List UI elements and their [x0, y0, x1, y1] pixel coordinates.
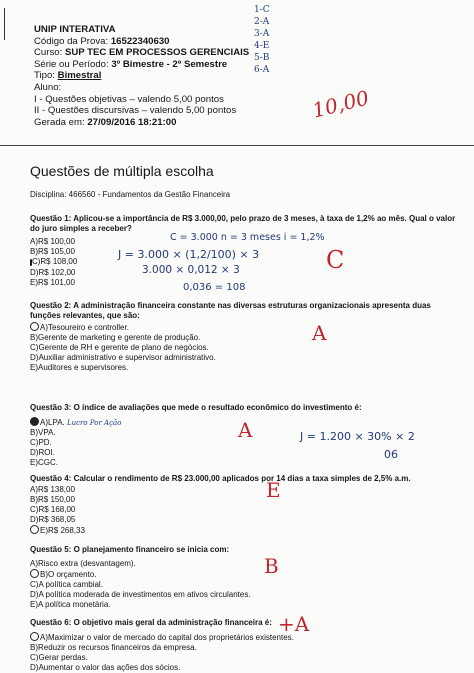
question-6-option-c[interactable]: C)Gerar perdas. — [30, 653, 88, 662]
selected-circle-icon — [30, 632, 39, 641]
question-6-option-a[interactable]: A)Maximizar o valor de mercado do capital dos proprietários existentes. — [30, 632, 462, 643]
q1-calc-line-3: 3.000 × 0,012 × 3 — [142, 264, 240, 276]
question-2 — [30, 301, 462, 373]
selected-circle-icon — [30, 569, 39, 578]
question-1-option-b[interactable]: B)R$ 105,00 — [30, 247, 75, 256]
exam-code: 16522340630 — [110, 35, 170, 47]
section-objective: I - Questões objetivas – valendo 5,00 pontos — [34, 93, 224, 105]
question-5-option-d[interactable]: D)A política moderada de investimentos em ativos circulantes. — [30, 590, 251, 599]
q1-calc-line-2: J = 3.000 × (1,2/100) × 3 — [118, 248, 260, 261]
header-divider — [0, 145, 474, 146]
question-1-option-e[interactable]: E)R$ 101,00 — [30, 278, 75, 287]
question-4 — [30, 474, 462, 536]
question-4-option-b[interactable]: B)R$ 150,00 — [30, 495, 75, 504]
question-4-option-c[interactable]: C)R$ 168,00 — [30, 505, 76, 514]
selected-circle-icon — [30, 417, 39, 426]
q3-handwritten-note: Lucro Por Ação — [66, 419, 122, 427]
question-3-option-a[interactable]: A)LPA. Lucro Por Ação — [30, 417, 462, 428]
question-3-option-d[interactable]: D)ROI. — [30, 448, 55, 457]
question-2-option-e[interactable]: E)Auditores e supervisores. — [30, 363, 129, 372]
margin-mark-6: 6-A — [254, 65, 270, 75]
question-2-option-c[interactable]: C)Gerente de RH e gerente de plano de negócios. — [30, 343, 209, 352]
q3-calc-line-2: 06 — [384, 448, 398, 461]
q4-handwritten-answer: E — [266, 478, 281, 502]
question-5-option-a[interactable]: A)Risco extra (desvantagem). — [30, 559, 136, 568]
q3-calc-line-1: J = 1.200 × 30% × 2 — [300, 430, 415, 443]
period-line: Série ou Período: 3º Bimestre - 2º Semestre — [34, 58, 228, 70]
question-6-title: Questão 6: O objetivo mais geral da administração financeira é: — [30, 618, 272, 627]
grade-mark: 10,00 — [309, 85, 372, 123]
margin-mark-2: 2-A — [254, 17, 270, 27]
question-4-title: Questão 4: Calcular o rendimento de R$ 23.000,00 aplicados por 14 dias a taxa simples de 2,5% a.m. — [30, 474, 411, 483]
question-1-option-c[interactable]: C)R$ 108,00 — [31, 257, 78, 266]
section-discursive: II - Questões discursivas – valendo 5,00 pontos — [34, 105, 237, 117]
q3-handwritten-answer: A — [238, 418, 253, 442]
period-value: 3º Bimestre - 2º Semestre — [111, 58, 228, 70]
discipline-line: Disciplina: 466560 - Fundamentos da Gestão Financeira — [30, 190, 231, 199]
course-line: Curso: SUP TEC EM PROCESSOS GERENCIAIS — [34, 47, 250, 59]
student-line: Aluno: — [34, 81, 62, 93]
generated-line: Gerada em: 27/09/2016 18:21:00 — [34, 116, 177, 128]
question-4-option-e[interactable]: E)R$ 268,33 — [30, 525, 462, 536]
q6-handwritten-answer: +A — [278, 612, 310, 636]
margin-answer-key — [254, 4, 284, 76]
course-name: SUP TEC EM PROCESSOS GERENCIAIS — [64, 47, 250, 59]
q5-handwritten-answer: B — [264, 554, 279, 578]
question-6-option-b[interactable]: B)Reduzir os recursos financeiros da empresa. — [30, 643, 197, 652]
q1-calc-line-4: 0,036 = 108 — [183, 282, 246, 293]
question-5-option-b[interactable]: B)O orçamento. — [30, 569, 462, 580]
margin-mark-1: 1-C — [254, 5, 270, 15]
selected-circle-icon — [30, 322, 39, 331]
question-3-option-e[interactable]: E)CGC. — [30, 458, 58, 467]
q2-handwritten-answer: A — [312, 321, 327, 345]
institution-name: UNIP INTERATIVA — [34, 24, 116, 35]
question-5-option-e[interactable]: E)A política monetária. — [30, 600, 111, 609]
question-1-title: Questão 1: Aplicou-se a importância de R$ 3.000,00, pelo prazo de 3 meses, à taxa de 1,2% ao mês. Qual o valor do juro simples a receber? — [30, 214, 456, 233]
margin-mark-3: 3-A — [254, 29, 270, 39]
page-edge-mark — [4, 8, 5, 40]
question-5-option-c[interactable]: C)A política cambial. — [30, 580, 103, 589]
exam-code-line: Código da Prova: 16522340630 — [34, 35, 170, 47]
margin-mark-4: 4-E — [254, 41, 270, 51]
question-6 — [30, 618, 462, 673]
section-title: Questões de múltipla escolha — [30, 163, 214, 179]
question-3-title: Questão 3: O índice de avaliações que mede o resultado econômico do investimento é: — [30, 403, 362, 412]
question-5-title: Questão 5: O planejamento financeiro se inicia com: — [30, 545, 230, 554]
question-3-option-c[interactable]: C)PD. — [30, 438, 52, 447]
question-2-option-b[interactable]: B)Gerente de marketing e gerente de produção. — [30, 333, 201, 342]
generated-date: 27/09/2016 18:21:00 — [87, 116, 177, 128]
question-2-option-d[interactable]: D)Auxiliar administrativo e supervisor administrativo. — [30, 353, 216, 362]
q1-calc-line-1: C = 3.000 n = 3 meses i = 1,2% — [170, 232, 325, 243]
type-line: Tipo: Bimestral — [34, 70, 102, 82]
question-5 — [30, 545, 462, 610]
question-4-option-a[interactable]: A)R$ 138,00 — [30, 485, 75, 494]
question-4-option-d[interactable]: D)R$ 368,05 — [30, 515, 76, 524]
question-2-option-a[interactable]: A)Tesoureiro e controller. — [30, 322, 462, 333]
question-1-option-a[interactable]: A)R$ 100,00 — [30, 237, 75, 246]
question-3-option-b[interactable]: B)VPA. — [30, 428, 56, 437]
question-6-option-d[interactable]: D)Aumentar o valor das ações dos sócios. — [30, 663, 181, 672]
selected-circle-icon — [30, 525, 39, 534]
question-2-title: Questão 2: A administração financeira constante nas diversas estruturas organizacionais apresenta duas funções relevantes, que são: — [30, 301, 431, 320]
question-1-option-d[interactable]: D)R$ 102,00 — [30, 268, 76, 277]
margin-mark-5: 5-B — [254, 53, 270, 63]
q1-handwritten-answer: C — [326, 246, 345, 274]
exam-type: Bimestral — [57, 70, 102, 82]
